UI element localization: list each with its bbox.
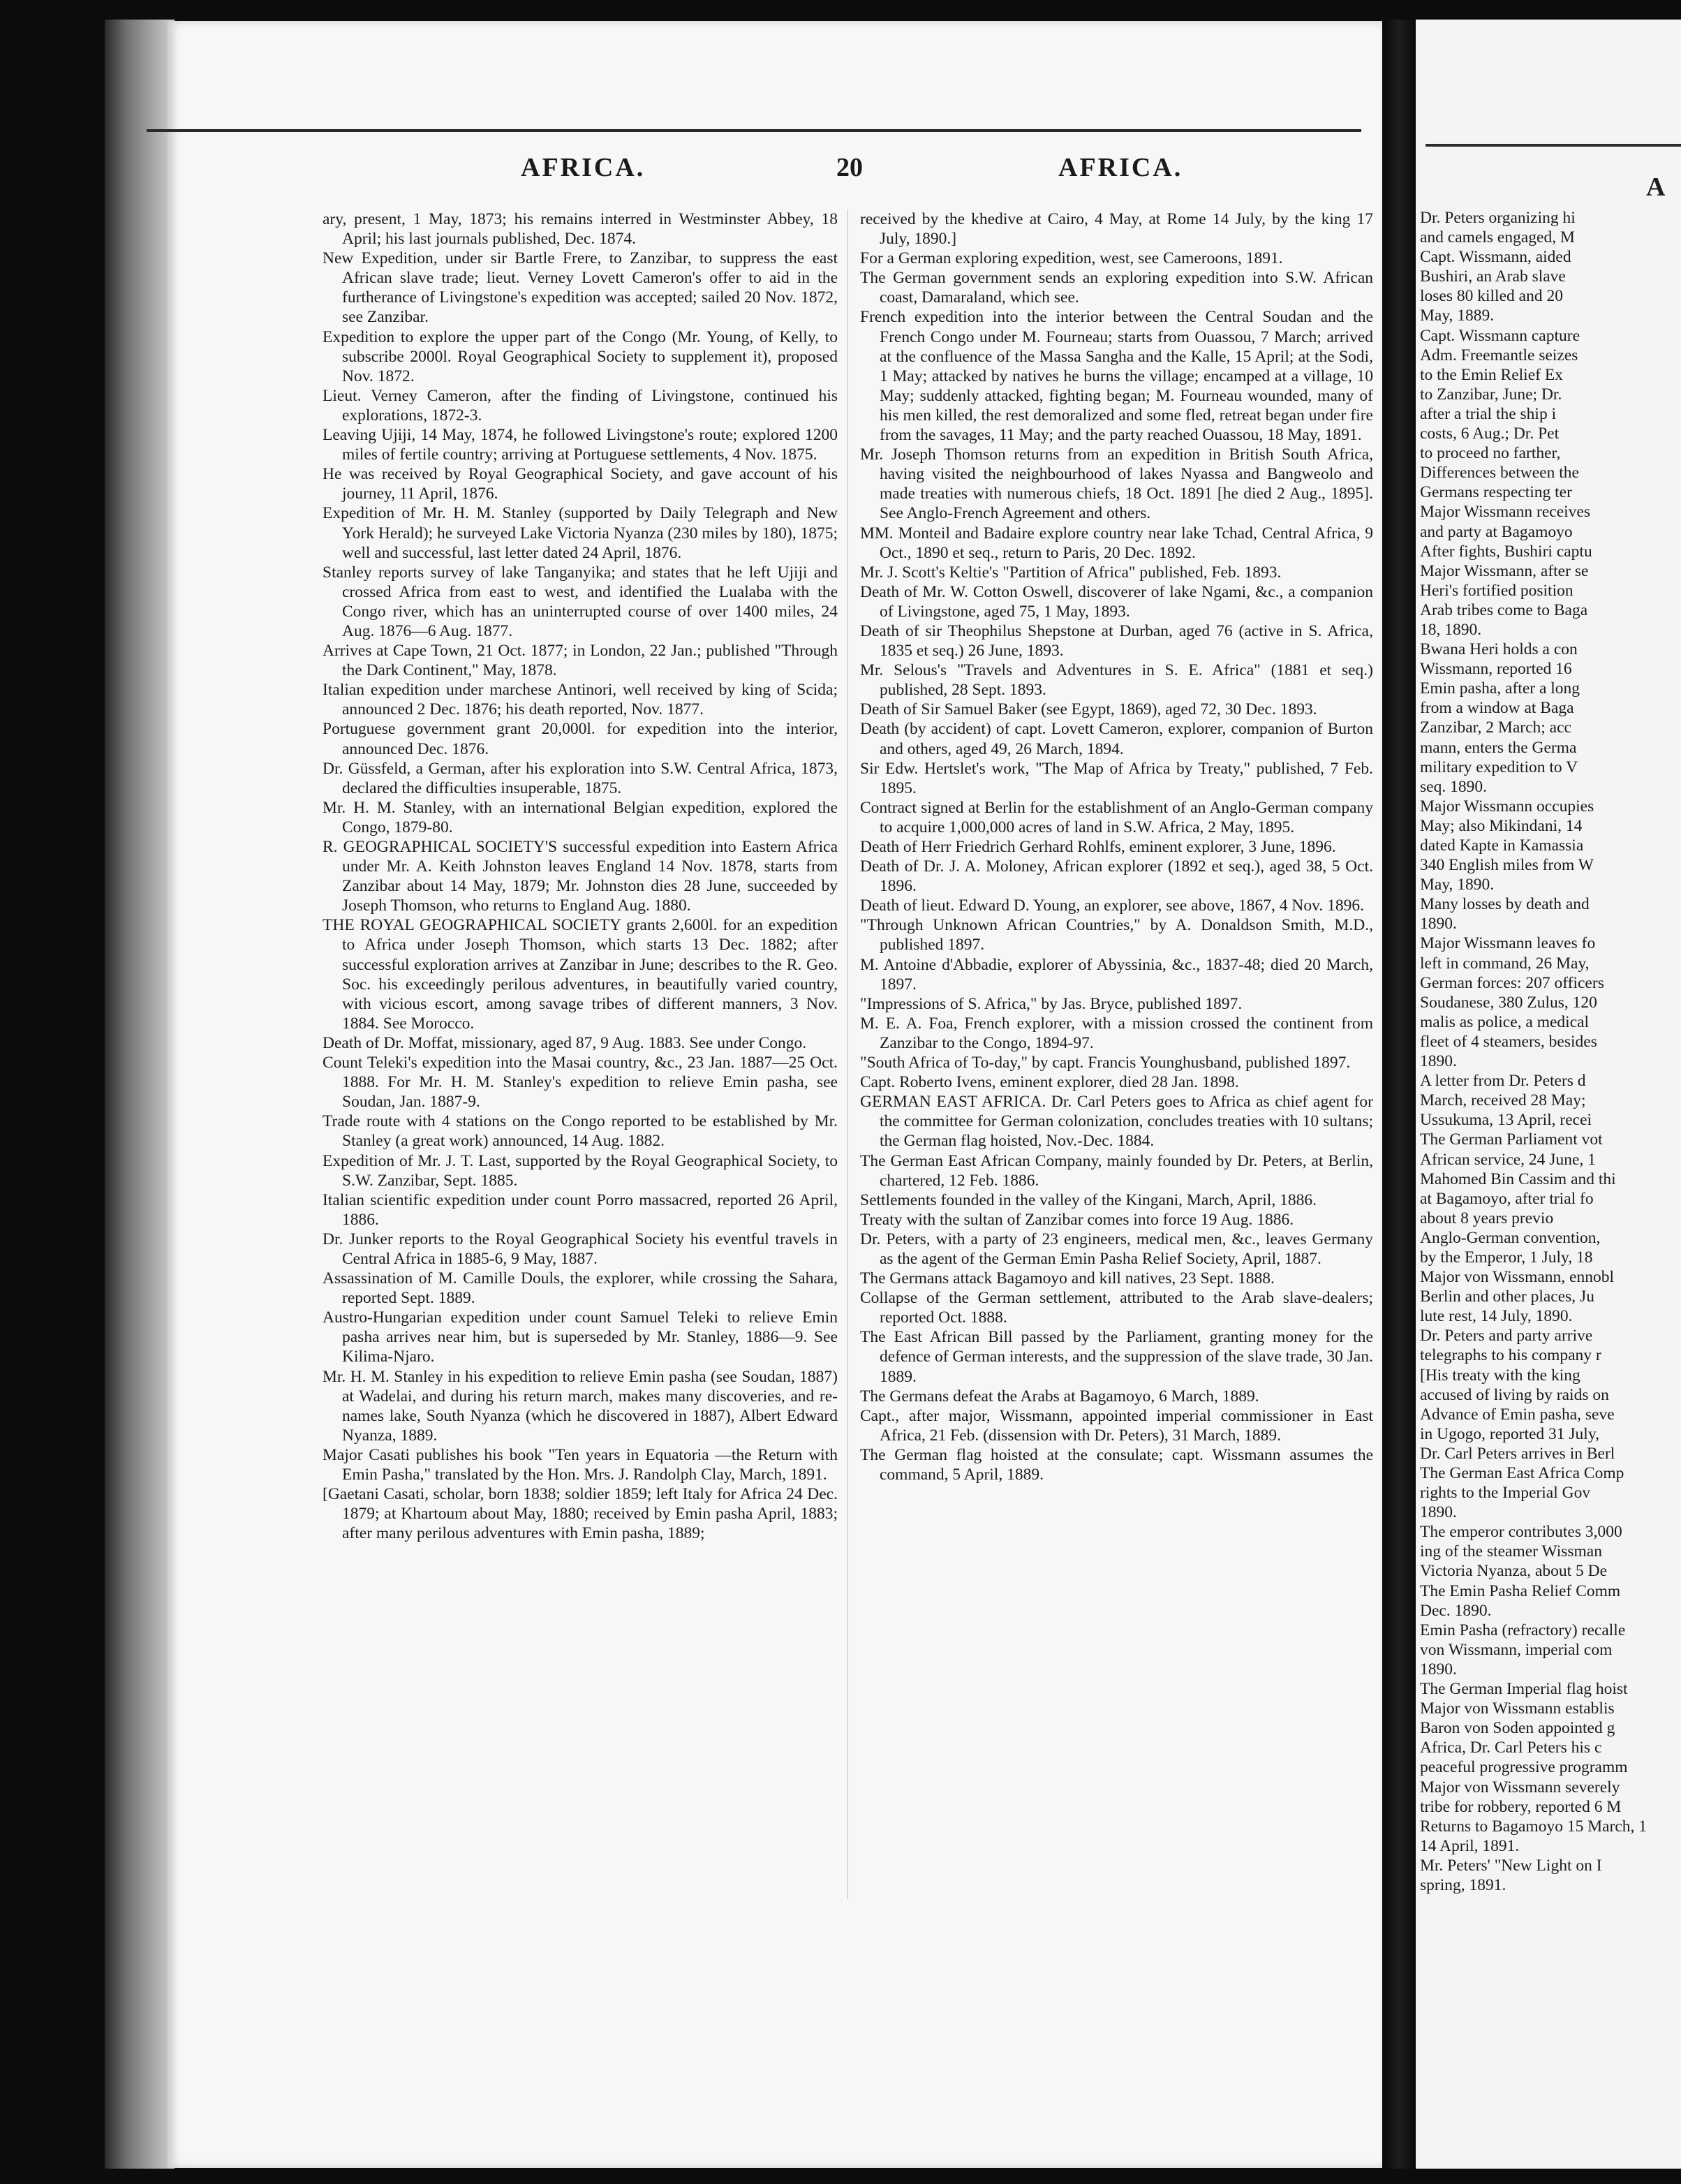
chronology-entry: MM. Monteil and Badaire explore country near lake Tchad, Central Africa, 9 Oct., 1890 et seq., return to Paris, 20 Dec. 1892. (860, 524, 1373, 562)
chronology-entry: THE ROYAL GEOGRAPHICAL SOCIETY grants 2,600l. for an expedition to Africa under Joseph Thomson, which starts 13 Dec. 1882; after successful exploration arrives at Zanzibar in June; describes to the R. Geo. Soc. his exceedingly perilous adventures, in beautifully varied country, with vicious escort, among savage tribes of different manners, 3 Nov. 1884. See Morocco. (323, 916, 838, 1033)
chronology-entry: Death of sir Theophilus Shepstone at Durban, aged 76 (active in S. Africa, 1835 et seq.) 26 June, 1893. (860, 621, 1373, 661)
chronology-entry: [Gaetani Casati, scholar, born 1838; soldier 1859; left Italy for Africa 24 Dec. 1879; at Khartoum about May, 1880; received by Emin pasha April, 1883; after many perilous adventures with Emin pasha, 1889; (323, 1485, 838, 1543)
chronology-entry: Trade route with 4 stations on the Congo reported to be established by Mr. Stanley (a great work) announced, 14 Aug. 1882. (323, 1112, 838, 1151)
chronology-entry: Death of Dr. J. A. Moloney, African explorer (1892 et seq.), aged 38, 5 Oct. 1896. (860, 857, 1373, 896)
left-text-column (323, 209, 838, 1913)
next-page-line-fragment: Major von Wissmann establis (1420, 1699, 1615, 1718)
next-page-line-fragment: Arab tribes come to Baga (1420, 600, 1588, 619)
chronology-entry: received by the khedive at Cairo, 4 May, at Rome 14 July, by the king 17 July, 1890.] (860, 210, 1373, 249)
chronology-entry: Portuguese government grant 20,000l. for expedition into the interior, announced Dec. 1876. (323, 720, 838, 758)
chronology-entry: Expedition to explore the upper part of the Congo (Mr. Young, of Kelly, to subscribe 2000l. Royal Geographical Society to supplement it), proposed Nov. 1872. (323, 327, 838, 385)
next-page-line-fragment: Many losses by death and (1420, 895, 1590, 914)
book-gutter (1382, 20, 1416, 2169)
next-page-line-fragment: by the Emperor, 1 July, 18 (1420, 1248, 1593, 1267)
next-page-line-fragment: and camels engaged, M (1420, 228, 1575, 247)
next-page-line-fragment: at Bagamoyo, after trial fo (1420, 1189, 1594, 1208)
next-page-line-fragment: tribe for robbery, reported 6 M (1420, 1797, 1622, 1816)
next-page-line-fragment: 1890. (1420, 915, 1457, 934)
next-page-line-fragment: Major Wissmann receives (1420, 503, 1590, 522)
chronology-entry: Dr. Junker reports to the Royal Geographical Society his eventful travels in Central Africa in 1885-6, 9 May, 1887. (323, 1230, 838, 1268)
chronology-entry: Death of Mr. W. Cotton Oswell, discoverer of lake Ngami, &c., a companion of Livingstone, aged 75, 1 May, 1893. (860, 582, 1373, 621)
next-page-line-fragment: fleet of 4 steamers, besides (1420, 1032, 1597, 1051)
chronology-entry: Dr. Güssfeld, a German, after his exploration into S.W. Central Africa, 1873, declared the difficulties insuperable, 1875. (323, 759, 838, 797)
next-page-line-fragment: Adm. Freemantle seizes (1420, 346, 1578, 364)
next-page-line-fragment: in Ugogo, reported 31 July, (1420, 1424, 1599, 1443)
next-page-line-fragment: to Zanzibar, June; Dr. (1420, 385, 1562, 404)
chronology-entry: New Expedition, under sir Bartle Frere, to Zanzibar, to suppress the east African slave trade; lieut. Verney Lovett Cameron's offer to aid in the furtherance of Livingstone's expedition was accepted; sailed 20 Nov. 1872, see Zanzibar. (323, 249, 838, 327)
next-page-line-fragment: After fights, Bushiri captu (1420, 542, 1592, 561)
chronology-entry: For a German exploring expedition, west, see Cameroons, 1891. (860, 249, 1283, 268)
chronology-entry: Major Casati publishes his book "Ten years in Equatoria —the Return with Emin Pasha," translated by the Hon. Mrs. J. Randolph Clay, March, 1891. (323, 1445, 838, 1484)
next-page-line-fragment: Dr. Carl Peters arrives in Berl (1420, 1444, 1615, 1463)
chronology-entry: Mr. H. M. Stanley in his expedition to relieve Emin pasha (see Soudan, 1887) at Wadelai, and during his return march, makes many discoveries, and re-names lake, South Nyanza (which he discovered in 1887), Albert Edward Nyanza, 1889. (323, 1367, 838, 1445)
running-head-right: AFRICA. (1058, 153, 1183, 182)
next-page-line-fragment: Differences between the (1420, 464, 1579, 482)
next-page-line-fragment: Major Wissmann occupies (1420, 797, 1594, 816)
chronology-entry: Arrives at Cape Town, 21 Oct. 1877; in London, 22 Jan.; published "Through the Dark Continent," May, 1878. (323, 642, 838, 680)
next-page-line-fragment: military expedition to V (1420, 758, 1578, 776)
chronology-entry: Mr. J. Scott's Keltie's "Partition of Africa" published, Feb. 1893. (860, 563, 1282, 582)
next-page-line-fragment: 14 April, 1891. (1420, 1836, 1520, 1855)
next-page-text-column (1420, 208, 1681, 1895)
chronology-entry: French expedition into the interior between the Central Soudan and the French Congo under M. Fourneau; starts from Ouassou, 7 March; arrived at the confluence of the Massa Sangha and the Kalle, 15 April; at the Sodi, 1 May; attacked by natives he burns the village; encamped at a village, 10 May; suddenly attacked, fighting began; M. Fourneau wounded, many of his men killed, the rest demoralized and some fled, retreat began under fire from the savages, 11 May; and the party reached Ouassou, 18 May, 1891. (860, 308, 1373, 445)
chronology-entry: The German government sends an exploring expedition into S.W. African coast, Damaraland, which see. (860, 269, 1373, 307)
chronology-entry: Austro-Hungarian expedition under count Samuel Teleki to relieve Emin pasha arrives near him, but is superseded by Mr. Stanley, 1886—9. See Kilima-Njaro. (323, 1308, 838, 1366)
next-page-line-fragment: March, received 28 May; (1420, 1091, 1586, 1110)
next-page-line-fragment: after a trial the ship i (1420, 404, 1557, 423)
next-page-line-fragment: German forces: 207 officers (1420, 973, 1604, 992)
chronology-entry: Death of Dr. Moffat, missionary, aged 87, 9 Aug. 1883. See under Congo. (323, 1033, 807, 1052)
chronology-entry: "South Africa of To-day," by capt. Francis Younghusband, published 1897. (860, 1054, 1351, 1072)
chronology-entry: Death (by accident) of capt. Lovett Cameron, explorer, companion of Burton and others, aged 49, 26 March, 1894. (860, 720, 1373, 758)
next-page-line-fragment: The German Imperial flag hoist (1420, 1680, 1628, 1699)
next-page-line-fragment: A letter from Dr. Peters d (1420, 1072, 1586, 1091)
chronology-entry: Death of lieut. Edward D. Young, an explorer, see above, 1867, 4 Nov. 1896. (860, 897, 1364, 915)
column-divider (847, 209, 848, 1899)
next-page-line-fragment: seq. 1890. (1420, 777, 1487, 796)
next-page-line-fragment: Ussukuma, 13 April, recei (1420, 1111, 1592, 1130)
chronology-entry: Leaving Ujiji, 14 May, 1874, he followed Livingstone's route; explored 1200 miles of fertile country; arriving at Portuguese settlements, 4 Nov. 1875. (323, 426, 838, 464)
next-page-line-fragment: Africa, Dr. Carl Peters his c (1420, 1739, 1602, 1757)
next-page-line-fragment: Major von Wissmann severely (1420, 1778, 1620, 1796)
next-page-line-fragment: spring, 1891. (1420, 1875, 1506, 1894)
next-page-line-fragment: Major Wissmann, after se (1420, 561, 1589, 580)
next-page-line-fragment: Wissmann, reported 16 (1420, 660, 1572, 679)
next-page-line-fragment: May, 1889. (1420, 307, 1495, 325)
next-page-line-fragment: Heri's fortified position (1420, 581, 1573, 600)
chronology-entry: Settlements founded in the valley of the Kingani, March, April, 1886. (860, 1190, 1317, 1209)
next-page-line-fragment: 1890. (1420, 1052, 1457, 1071)
chronology-entry: Death of Herr Friedrich Gerhard Rohlfs, eminent explorer, 3 June, 1896. (860, 838, 1336, 856)
header-rule (147, 129, 1361, 132)
chronology-entry: Dr. Peters, with a party of 23 engineers, medical men, &c., leaves Germany as the agent of the German Emin Pasha Relief Society, April, 1887. (860, 1230, 1373, 1268)
next-page-line-fragment: Dr. Peters and party arrive (1420, 1327, 1593, 1345)
next-page-line-fragment: and party at Bagamoyo (1420, 522, 1573, 541)
chronology-entry: Capt., after major, Wissmann, appointed imperial commissioner in East Africa, 21 Feb. (dissension with Dr. Peters), 31 March, 1889. (860, 1406, 1373, 1445)
next-page-line-fragment: from a window at Baga (1420, 699, 1574, 718)
running-head-left: AFRICA. (521, 153, 646, 182)
next-page-line-fragment: Advance of Emin pasha, seve (1420, 1405, 1615, 1424)
chronology-entry: Lieut. Verney Cameron, after the finding of Livingstone, continued his explorations, 1872-3. (323, 386, 838, 425)
next-page-line-fragment: Victoria Nyanza, about 5 De (1420, 1562, 1608, 1581)
next-page-line-fragment: African service, 24 June, 1 (1420, 1150, 1596, 1169)
next-page-line-fragment: The emperor contributes 3,000 (1420, 1523, 1622, 1542)
next-page-line-fragment: about 8 years previo (1420, 1209, 1554, 1227)
next-page-line-fragment: Returns to Bagamoyo 15 March, 1 (1420, 1817, 1647, 1836)
chronology-entry: Treaty with the sultan of Zanzibar comes into force 19 Aug. 1886. (860, 1210, 1294, 1229)
next-page-line-fragment: The German Parliament vot (1420, 1130, 1603, 1149)
next-page-line-fragment: Bwana Heri holds a con (1420, 640, 1578, 659)
next-page-header-rule (1425, 144, 1681, 147)
chronology-entry: "Impressions of S. Africa," by Jas. Bryce, published 1897. (860, 994, 1243, 1013)
chronology-entry: "Through Unknown African Countries," by A. Donaldson Smith, M.D., published 1897. (860, 916, 1373, 954)
chronology-entry: Expedition of Mr. J. T. Last, supported by the Royal Geographical Society, to S.W. Zanzibar, Sept. 1885. (323, 1151, 838, 1190)
next-page-line-fragment: Mr. Peters' "New Light on I (1420, 1856, 1602, 1875)
next-page-line-fragment: ing of the steamer Wissman (1420, 1542, 1602, 1561)
next-page-line-fragment: rights to the Imperial Gov (1420, 1484, 1591, 1503)
next-page-line-fragment: to the Emin Relief Ex (1420, 365, 1563, 384)
next-page-line-fragment: Major Wissmann leaves fo (1420, 934, 1596, 953)
next-page-line-fragment: 340 English miles from W (1420, 856, 1594, 875)
next-page-line-fragment: The Emin Pasha Relief Comm (1420, 1581, 1621, 1600)
chronology-entry: Count Teleki's expedition into the Masai country, &c., 23 Jan. 1887—25 Oct. 1888. For Mr. H. M. Stanley's expedition to relieve Emin pasha, see Soudan, Jan. 1887-9. (323, 1054, 838, 1112)
chronology-entry: Assassination of M. Camille Douls, the explorer, while crossing the Sahara, reported Sept. 1889. (323, 1269, 838, 1308)
chronology-entry: Capt. Roberto Ivens, eminent explorer, died 28 Jan. 1898. (860, 1073, 1239, 1092)
next-page-line-fragment: malis as police, a medical (1420, 1012, 1590, 1031)
next-page-line-fragment: Berlin and other places, Ju (1420, 1287, 1594, 1306)
chronology-entry: ary, present, 1 May, 1873; his remains interred in Westminster Abbey, 18 April; his last journals published, Dec. 1874. (323, 210, 838, 249)
chronology-entry: The German East African Company, mainly founded by Dr. Peters, at Berlin, chartered, 12 Feb. 1886. (860, 1151, 1373, 1190)
right-text-column (860, 209, 1373, 1913)
chronology-entry: Expedition of Mr. H. M. Stanley (supported by Daily Telegraph and New York Herald); he surveyed Lake Victoria Nyanza (230 miles by 180), 1875; well and successful, last letter dated 24 April, 1876. (323, 504, 838, 562)
chronology-entry: Mr. Joseph Thomson returns from an expedition in British South Africa, having visited the neighbourhood of lakes Nyassa and Bangweolo and made treaties with numerous chiefs, 18 Oct. 1891 [he died 2 Aug., 1895]. See Anglo-French Agreement and others. (860, 445, 1373, 523)
next-page-line-fragment: May, 1890. (1420, 876, 1495, 894)
chronology-entry: Italian scientific expedition under count Porro massacred, reported 26 April, 1886. (323, 1190, 838, 1229)
chronology-entry: Collapse of the German settlement, attributed to the Arab slave-dealers; reported Oct. 1888. (860, 1289, 1373, 1327)
chronology-entry: M. Antoine d'Abbadie, explorer of Abyssinia, &c., 1837-48; died 20 March, 1897. (860, 955, 1373, 994)
next-page-line-fragment: 1890. (1420, 1660, 1457, 1678)
next-page-line-fragment: May; also Mikindani, 14 (1420, 816, 1583, 835)
book-binding-edge (105, 20, 175, 2169)
next-page-line-fragment: left in command, 26 May, (1420, 954, 1590, 973)
chronology-entry: The East African Bill passed by the Parliament, granting money for the defence of German interests, and the suppression of the slave trade, 30 Jan. 1889. (860, 1328, 1373, 1386)
next-page-line-fragment: Zanzibar, 2 March; acc (1420, 718, 1571, 737)
next-page-line-fragment: Dec. 1890. (1420, 1601, 1492, 1620)
next-page-line-fragment: Soudanese, 380 Zulus, 120 (1420, 993, 1597, 1012)
next-page-line-fragment: telegraphs to his company r (1420, 1346, 1601, 1365)
chronology-entry: Death of Sir Samuel Baker (see Egypt, 1869), aged 72, 30 Dec. 1893. (860, 700, 1317, 719)
chronology-entry: Italian expedition under marchese Antinori, well received by king of Scida; announced 2 Dec. 1876; his death reported, Nov. 1877. (323, 681, 838, 719)
next-page-line-fragment: von Wissmann, imperial com (1420, 1640, 1613, 1659)
next-page-line-fragment: The German East Africa Comp (1420, 1464, 1624, 1482)
next-page-line-fragment: Emin Pasha (refractory) recalle (1420, 1621, 1626, 1639)
next-page-line-fragment: Major von Wissmann, ennobl (1420, 1268, 1614, 1287)
next-page-line-fragment: mann, enters the Germa (1420, 738, 1577, 757)
next-page-line-fragment: Dr. Peters organizing hi (1420, 209, 1576, 227)
chronology-entry: Stanley reports survey of lake Tanganyika; and states that he left Ujiji and crossed Africa from east to west, and identified the Lualaba with the Congo river, which has an uninterrupted course of over 1400 miles, 24 Aug. 1876—6 Aug. 1877. (323, 563, 838, 640)
next-page-line-fragment: [His treaty with the king (1420, 1366, 1580, 1385)
chronology-entry: The Germans defeat the Arabs at Bagamoyo, 6 March, 1889. (860, 1387, 1259, 1405)
chronology-entry: Sir Edw. Hertslet's work, "The Map of Africa by Treaty," published, 7 Feb. 1895. (860, 759, 1373, 797)
next-page-line-fragment: Baron von Soden appointed g (1420, 1719, 1615, 1738)
chronology-entry: M. E. A. Foa, French explorer, with a mission crossed the continent from Zanzibar to the Congo, 1894-97. (860, 1014, 1373, 1052)
next-page-line-fragment: lute rest, 14 July, 1890. (1420, 1307, 1573, 1326)
next-page-line-fragment: Capt. Wissmann capture (1420, 326, 1580, 345)
next-page-line-fragment: accused of living by raids on (1420, 1385, 1609, 1404)
chronology-entry: The German flag hoisted at the consulate; capt. Wissmann assumes the command, 5 April, 1889. (860, 1445, 1373, 1484)
chronology-entry: GERMAN EAST AFRICA. Dr. Carl Peters goes to Africa as chief agent for the committee for German colonization, concludes treaties with 10 sultans; the German flag hoisted, Nov.-Dec. 1884. (860, 1093, 1373, 1151)
next-page-partial (1416, 20, 1681, 2169)
next-page-line-fragment: 1890. (1420, 1503, 1457, 1522)
next-page-line-fragment: 18, 1890. (1420, 620, 1482, 639)
chronology-entry: The Germans attack Bagamoyo and kill natives, 23 Sept. 1888. (860, 1269, 1275, 1288)
next-page-line-fragment: loses 80 killed and 20 (1420, 287, 1563, 306)
next-page-line-fragment: to proceed no farther, (1420, 444, 1561, 463)
next-page-running-head: A (1646, 172, 1668, 202)
chronology-entry: R. GEOGRAPHICAL SOCIETY'S successful expedition into Eastern Africa under Mr. A. Keith Johnston leaves England 14 Nov. 1878, starts from Zanzibar about 14 May, 1879; Mr. Johnston dies 28 June, succeeded by Joseph Thomson, who returns to England Aug. 1880. (323, 838, 838, 915)
next-page-line-fragment: Capt. Wissmann, aided (1420, 248, 1571, 267)
next-page-line-fragment: Germans respecting ter (1420, 483, 1572, 502)
next-page-line-fragment: peaceful progressive programm (1420, 1758, 1628, 1777)
page-number: 20 (836, 153, 863, 182)
next-page-line-fragment: Bushiri, an Arab slave (1420, 267, 1566, 286)
chronology-entry: Mr. Selous's "Travels and Adventures in S. E. Africa" (1881 et seq.) published, 28 Sept. 1893. (860, 661, 1373, 700)
next-page-line-fragment: costs, 6 Aug.; Dr. Pet (1420, 425, 1560, 443)
chronology-entry: Contract signed at Berlin for the establishment of an Anglo-German company to acquire 1,000,000 acres of land in S.W. Africa, 2 May, 1895. (860, 798, 1373, 836)
next-page-line-fragment: Anglo-German convention, (1420, 1228, 1601, 1247)
next-page-line-fragment: dated Kapte in Kamassia (1420, 836, 1584, 855)
next-page-line-fragment: Emin pasha, after a long (1420, 679, 1580, 698)
chronology-entry: He was received by Royal Geographical Society, and gave account of his journey, 11 April, 1876. (323, 465, 838, 503)
chronology-entry: Mr. H. M. Stanley, with an international Belgian expedition, explored the Congo, 1879-80. (323, 798, 838, 836)
next-page-line-fragment: Mahomed Bin Cassim and thi (1420, 1170, 1616, 1188)
